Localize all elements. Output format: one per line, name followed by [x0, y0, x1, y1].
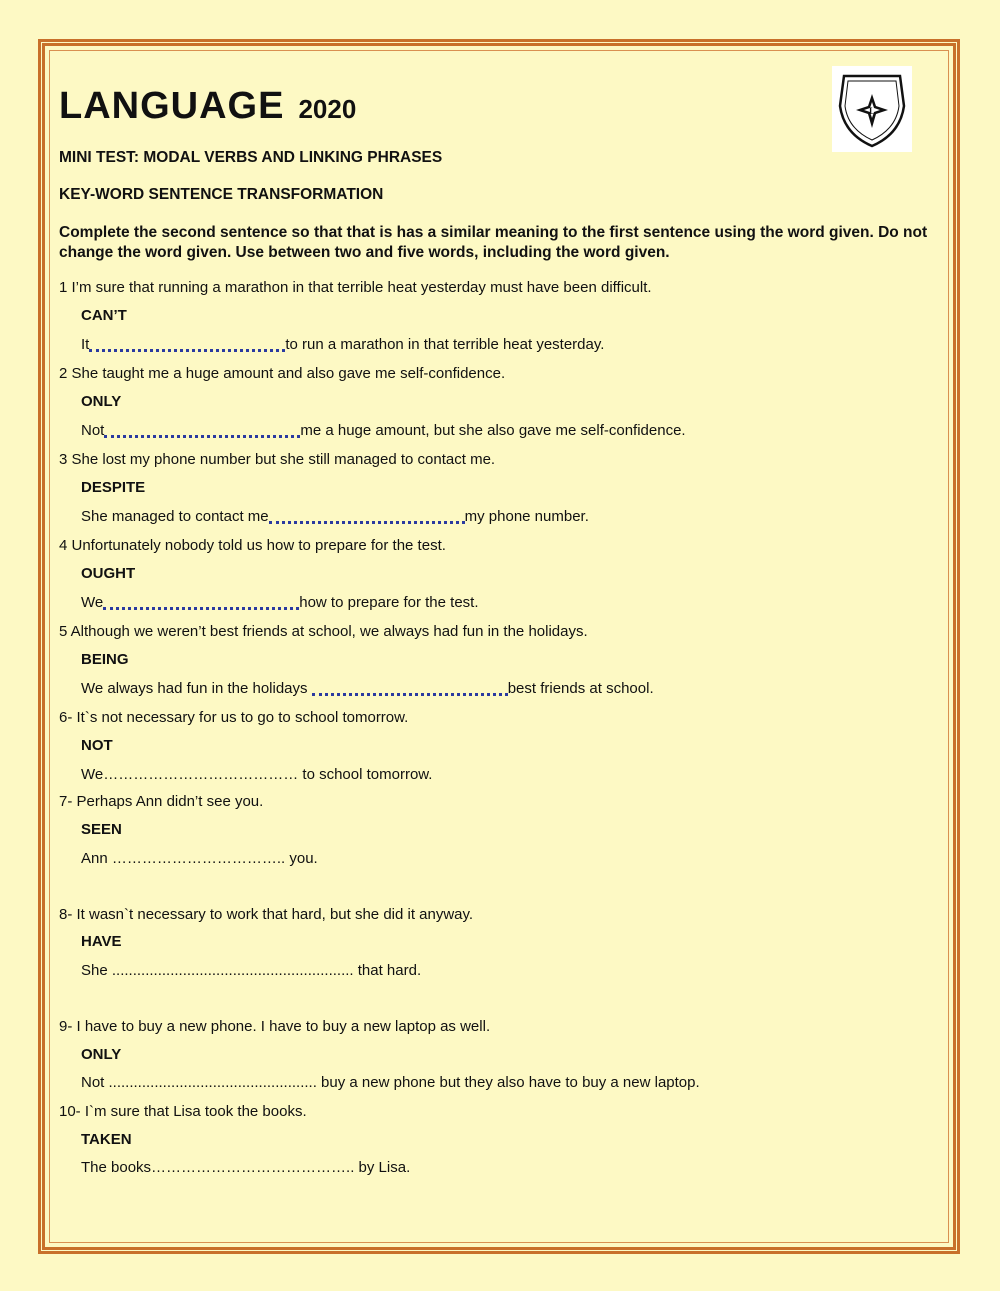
question-3-keyword: DESPITE [81, 479, 146, 496]
question-4-answer-blank[interactable] [103, 594, 299, 610]
question-2-prompt: 2 She taught me a huge amount and also gave me self-confidence. [59, 365, 506, 382]
question-8-prompt: 8- It wasn`t necessary to work that hard, but she did it anyway. [59, 906, 474, 923]
title-year: 2020 [298, 94, 357, 124]
question-1-prompt: 1 I’m sure that running a marathon in that terrible heat yesterday must have been difficult. [59, 279, 652, 296]
question-7-answer-line[interactable]: Ann …………………………….. you. [81, 850, 318, 867]
question-9-keyword: ONLY [81, 1046, 122, 1063]
question-7-keyword: SEEN [81, 821, 122, 838]
school-logo [832, 66, 912, 152]
question-8-answer-line[interactable]: She .......................................................... that hard. [81, 962, 422, 979]
question-3-prompt: 3 She lost my phone number but she still managed to contact me. [59, 451, 496, 468]
question-10-prompt: 10- I`m sure that Lisa took the books. [59, 1103, 307, 1120]
question-10-keyword: TAKEN [81, 1131, 132, 1148]
question-6-answer-line[interactable]: We………………………………… to school tomorrow. [81, 766, 433, 783]
svg-text:L: L [868, 106, 876, 116]
question-6-prompt: 6- It`s not necessary for us to go to school tomorrow. [59, 709, 409, 726]
question-4-keyword: OUGHT [81, 565, 136, 582]
question-1-keyword: CAN’T [81, 307, 127, 324]
question-10-answer-line[interactable]: The books………………………………….. by Lisa. [81, 1159, 411, 1176]
question-4-answer-line: We how to prepare for the test. [81, 594, 479, 611]
question-6-keyword: NOT [81, 737, 113, 754]
question-2-keyword: ONLY [81, 393, 122, 410]
question-5-answer-line: We always had fun in the holidays best friends at school. [81, 680, 654, 697]
question-1-answer-line: It to run a marathon in that terrible heat yesterday. [81, 336, 605, 353]
test-subtitle: MINI TEST: MODAL VERBS AND LINKING PHRASES [59, 149, 443, 166]
question-3-answer-blank[interactable] [269, 508, 465, 524]
page-title: LANGUAGE 2020 [59, 85, 357, 127]
question-2-answer-blank[interactable] [104, 422, 300, 438]
question-9-prompt: 9- I have to buy a new phone. I have to buy a new laptop as well. [59, 1018, 491, 1035]
question-7-prompt: 7- Perhaps Ann didn’t see you. [59, 793, 264, 810]
question-5-keyword: BEING [81, 651, 129, 668]
section-heading: KEY-WORD SENTENCE TRANSFORMATION [59, 186, 384, 203]
question-8-keyword: HAVE [81, 933, 122, 950]
question-5-answer-blank[interactable] [312, 680, 508, 696]
question-2-answer-line: Not me a huge amount, but she also gave me self-confidence. [81, 422, 686, 439]
question-3-answer-line: She managed to contact me my phone number. [81, 508, 589, 525]
question-9-answer-line[interactable]: Not .................................................. buy a new phone but they also have to buy a new laptop. [81, 1074, 700, 1091]
instructions: Complete the second sentence so that that is has a similar meaning to the first sentence using the word given. Do not change the word given. Use between two and five words, including the word given. [59, 224, 928, 261]
question-4-prompt: 4 Unfortunately nobody told us how to prepare for the test. [59, 537, 446, 554]
question-1-answer-blank[interactable] [89, 336, 285, 352]
question-5-prompt: 5 Although we weren’t best friends at school, we always had fun in the holidays. [59, 623, 588, 640]
